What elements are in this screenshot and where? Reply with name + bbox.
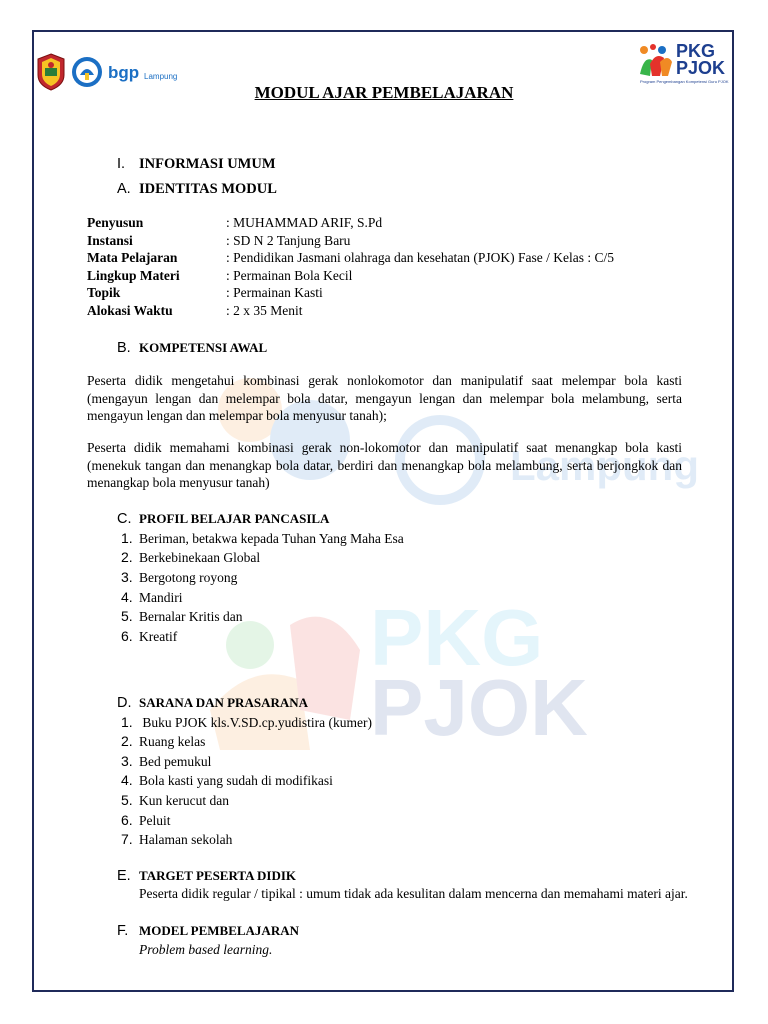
pjok-text: PJOK bbox=[676, 58, 726, 78]
list-text: Halaman sekolah bbox=[139, 832, 233, 847]
section-label: SARANA DAN PRASARANA bbox=[139, 695, 309, 710]
list-number: 6. bbox=[121, 812, 133, 828]
list-item bbox=[121, 714, 372, 731]
list-number: 7. bbox=[121, 831, 133, 847]
section-number: A. bbox=[117, 181, 131, 197]
identity-key: Topik bbox=[87, 285, 121, 300]
section-kompetensi-awal bbox=[117, 340, 267, 356]
list-text: Kun kerucut dan bbox=[139, 793, 229, 808]
list-item bbox=[121, 733, 205, 750]
list-item bbox=[121, 569, 237, 586]
identity-row bbox=[87, 285, 687, 303]
list-item bbox=[121, 772, 333, 789]
identity-row bbox=[87, 215, 687, 233]
identity-key: Alokasi Waktu bbox=[87, 303, 173, 318]
pkg-text: PKG bbox=[676, 41, 716, 61]
pkg-people-icon bbox=[638, 44, 674, 78]
list-number: 4. bbox=[121, 589, 133, 605]
section-label: INFORMASI UMUM bbox=[139, 156, 276, 172]
section-target-peserta bbox=[117, 868, 296, 884]
kompetensi-paragraph: Peserta didik mengetahui kombinasi gerak nonlokomotor dan manipulatif saat melempar bola kasti (mengayun lengan dan melempar bola datar, mengayun lengan dan melempar bola melambung, serta mengayun lengan dan melempar bola menyusur tanah); bbox=[87, 373, 682, 423]
section-number: B. bbox=[117, 340, 131, 356]
identity-row bbox=[87, 250, 687, 268]
list-number: 4. bbox=[121, 772, 133, 788]
list-item bbox=[121, 628, 177, 645]
list-text: Berkebinekaan Global bbox=[139, 550, 261, 565]
svg-text:Lampung: Lampung bbox=[510, 442, 699, 489]
identity-value: : Pendidikan Jasmani olahraga dan kesehatan (PJOK) Fase / Kelas : C/5 bbox=[226, 250, 615, 265]
list-text: Beriman, betakwa kepada Tuhan Yang Maha Esa bbox=[139, 531, 404, 546]
pkg-tagline: Program Pengembangan Kompetensi Guru PJOK bbox=[640, 79, 729, 84]
list-item bbox=[121, 792, 229, 809]
section-sarana-prasarana bbox=[117, 695, 308, 711]
identity-value: : Permainan Bola Kecil bbox=[226, 268, 353, 283]
kompetensi-paragraph: Peserta didik memahami kombinasi gerak non-lokomotor dan manipulatif saat menangkap bola kasti (menekuk tangan dan menangkap bola datar, berdiri dan menangkap bola melambung, serta berjongkok dan menangkap bola menyusur tanah) bbox=[87, 440, 682, 490]
list-number: 3. bbox=[121, 753, 133, 769]
list-item bbox=[121, 753, 211, 770]
section-profil-pancasila bbox=[117, 511, 329, 527]
list-number: 2. bbox=[121, 549, 133, 565]
section-number: C. bbox=[117, 511, 132, 527]
section-number: F. bbox=[117, 923, 129, 939]
list-number: 1. bbox=[121, 714, 133, 730]
list-number: 6. bbox=[121, 628, 133, 644]
list-text: Bed pemukul bbox=[139, 754, 212, 769]
model-text: Problem based learning. bbox=[139, 942, 273, 957]
identity-value: : SD N 2 Tanjung Baru bbox=[226, 233, 351, 248]
section-label: IDENTITAS MODUL bbox=[139, 181, 277, 197]
list-text: Kreatif bbox=[139, 629, 178, 644]
list-item bbox=[121, 549, 260, 566]
pkg-pjok-logo bbox=[638, 42, 730, 87]
list-text: Bergotong royong bbox=[139, 570, 238, 585]
list-number: 1. bbox=[121, 530, 133, 546]
identity-row bbox=[87, 303, 687, 321]
svg-text:PJOK: PJOK bbox=[370, 663, 588, 752]
list-text: Buku PJOK kls.V.SD.cp.yudistira (kumer) bbox=[139, 715, 373, 730]
identity-value: : MUHAMMAD ARIF, S.Pd bbox=[226, 215, 383, 230]
list-text: Mandiri bbox=[139, 590, 183, 605]
identity-value: : 2 x 35 Menit bbox=[226, 303, 303, 318]
list-item bbox=[121, 589, 183, 606]
list-number: 3. bbox=[121, 569, 133, 585]
list-item bbox=[121, 812, 171, 829]
list-item bbox=[121, 608, 242, 625]
identity-key: Mata Pelajaran bbox=[87, 250, 178, 265]
list-text: Bola kasti yang sudah di modifikasi bbox=[139, 773, 333, 788]
svg-text:PKG: PKG bbox=[370, 593, 544, 682]
section-label: MODEL PEMBELAJARAN bbox=[139, 923, 299, 938]
list-number: 2. bbox=[121, 733, 133, 749]
list-text: Bernalar Kritis dan bbox=[139, 609, 243, 624]
bgp-text: bgp bbox=[108, 63, 140, 82]
list-item bbox=[121, 530, 404, 547]
identity-row bbox=[87, 268, 687, 286]
section-label: KOMPETENSI AWAL bbox=[139, 340, 268, 355]
list-text: Peluit bbox=[139, 813, 171, 828]
list-item bbox=[121, 831, 232, 848]
list-number: 5. bbox=[121, 608, 133, 624]
section-model-pembelajaran bbox=[117, 923, 299, 939]
identity-value: : Permainan Kasti bbox=[226, 285, 323, 300]
bgp-region-text: Lampung bbox=[144, 72, 178, 81]
identity-key: Penyusun bbox=[87, 215, 144, 230]
list-number: 5. bbox=[121, 792, 133, 808]
section-identitas-modul bbox=[117, 181, 277, 198]
identity-key: Lingkup Materi bbox=[87, 268, 180, 283]
section-label: TARGET PESERTA DIDIK bbox=[139, 868, 297, 883]
section-number: I. bbox=[117, 156, 126, 172]
section-informasi-umum bbox=[117, 156, 276, 173]
section-label: PROFIL BELAJAR PANCASILA bbox=[139, 511, 330, 526]
page-title: MODUL AJAR PEMBELAJARAN bbox=[254, 83, 514, 102]
target-text: Peserta didik regular / tipikal : umum tidak ada kesulitan dalam mencerna dan memahami materi ajar. bbox=[139, 886, 688, 901]
list-text: Ruang kelas bbox=[139, 734, 206, 749]
identity-row bbox=[87, 233, 687, 251]
section-number: D. bbox=[117, 695, 132, 711]
identity-key: Instansi bbox=[87, 233, 133, 248]
section-number: E. bbox=[117, 868, 131, 884]
